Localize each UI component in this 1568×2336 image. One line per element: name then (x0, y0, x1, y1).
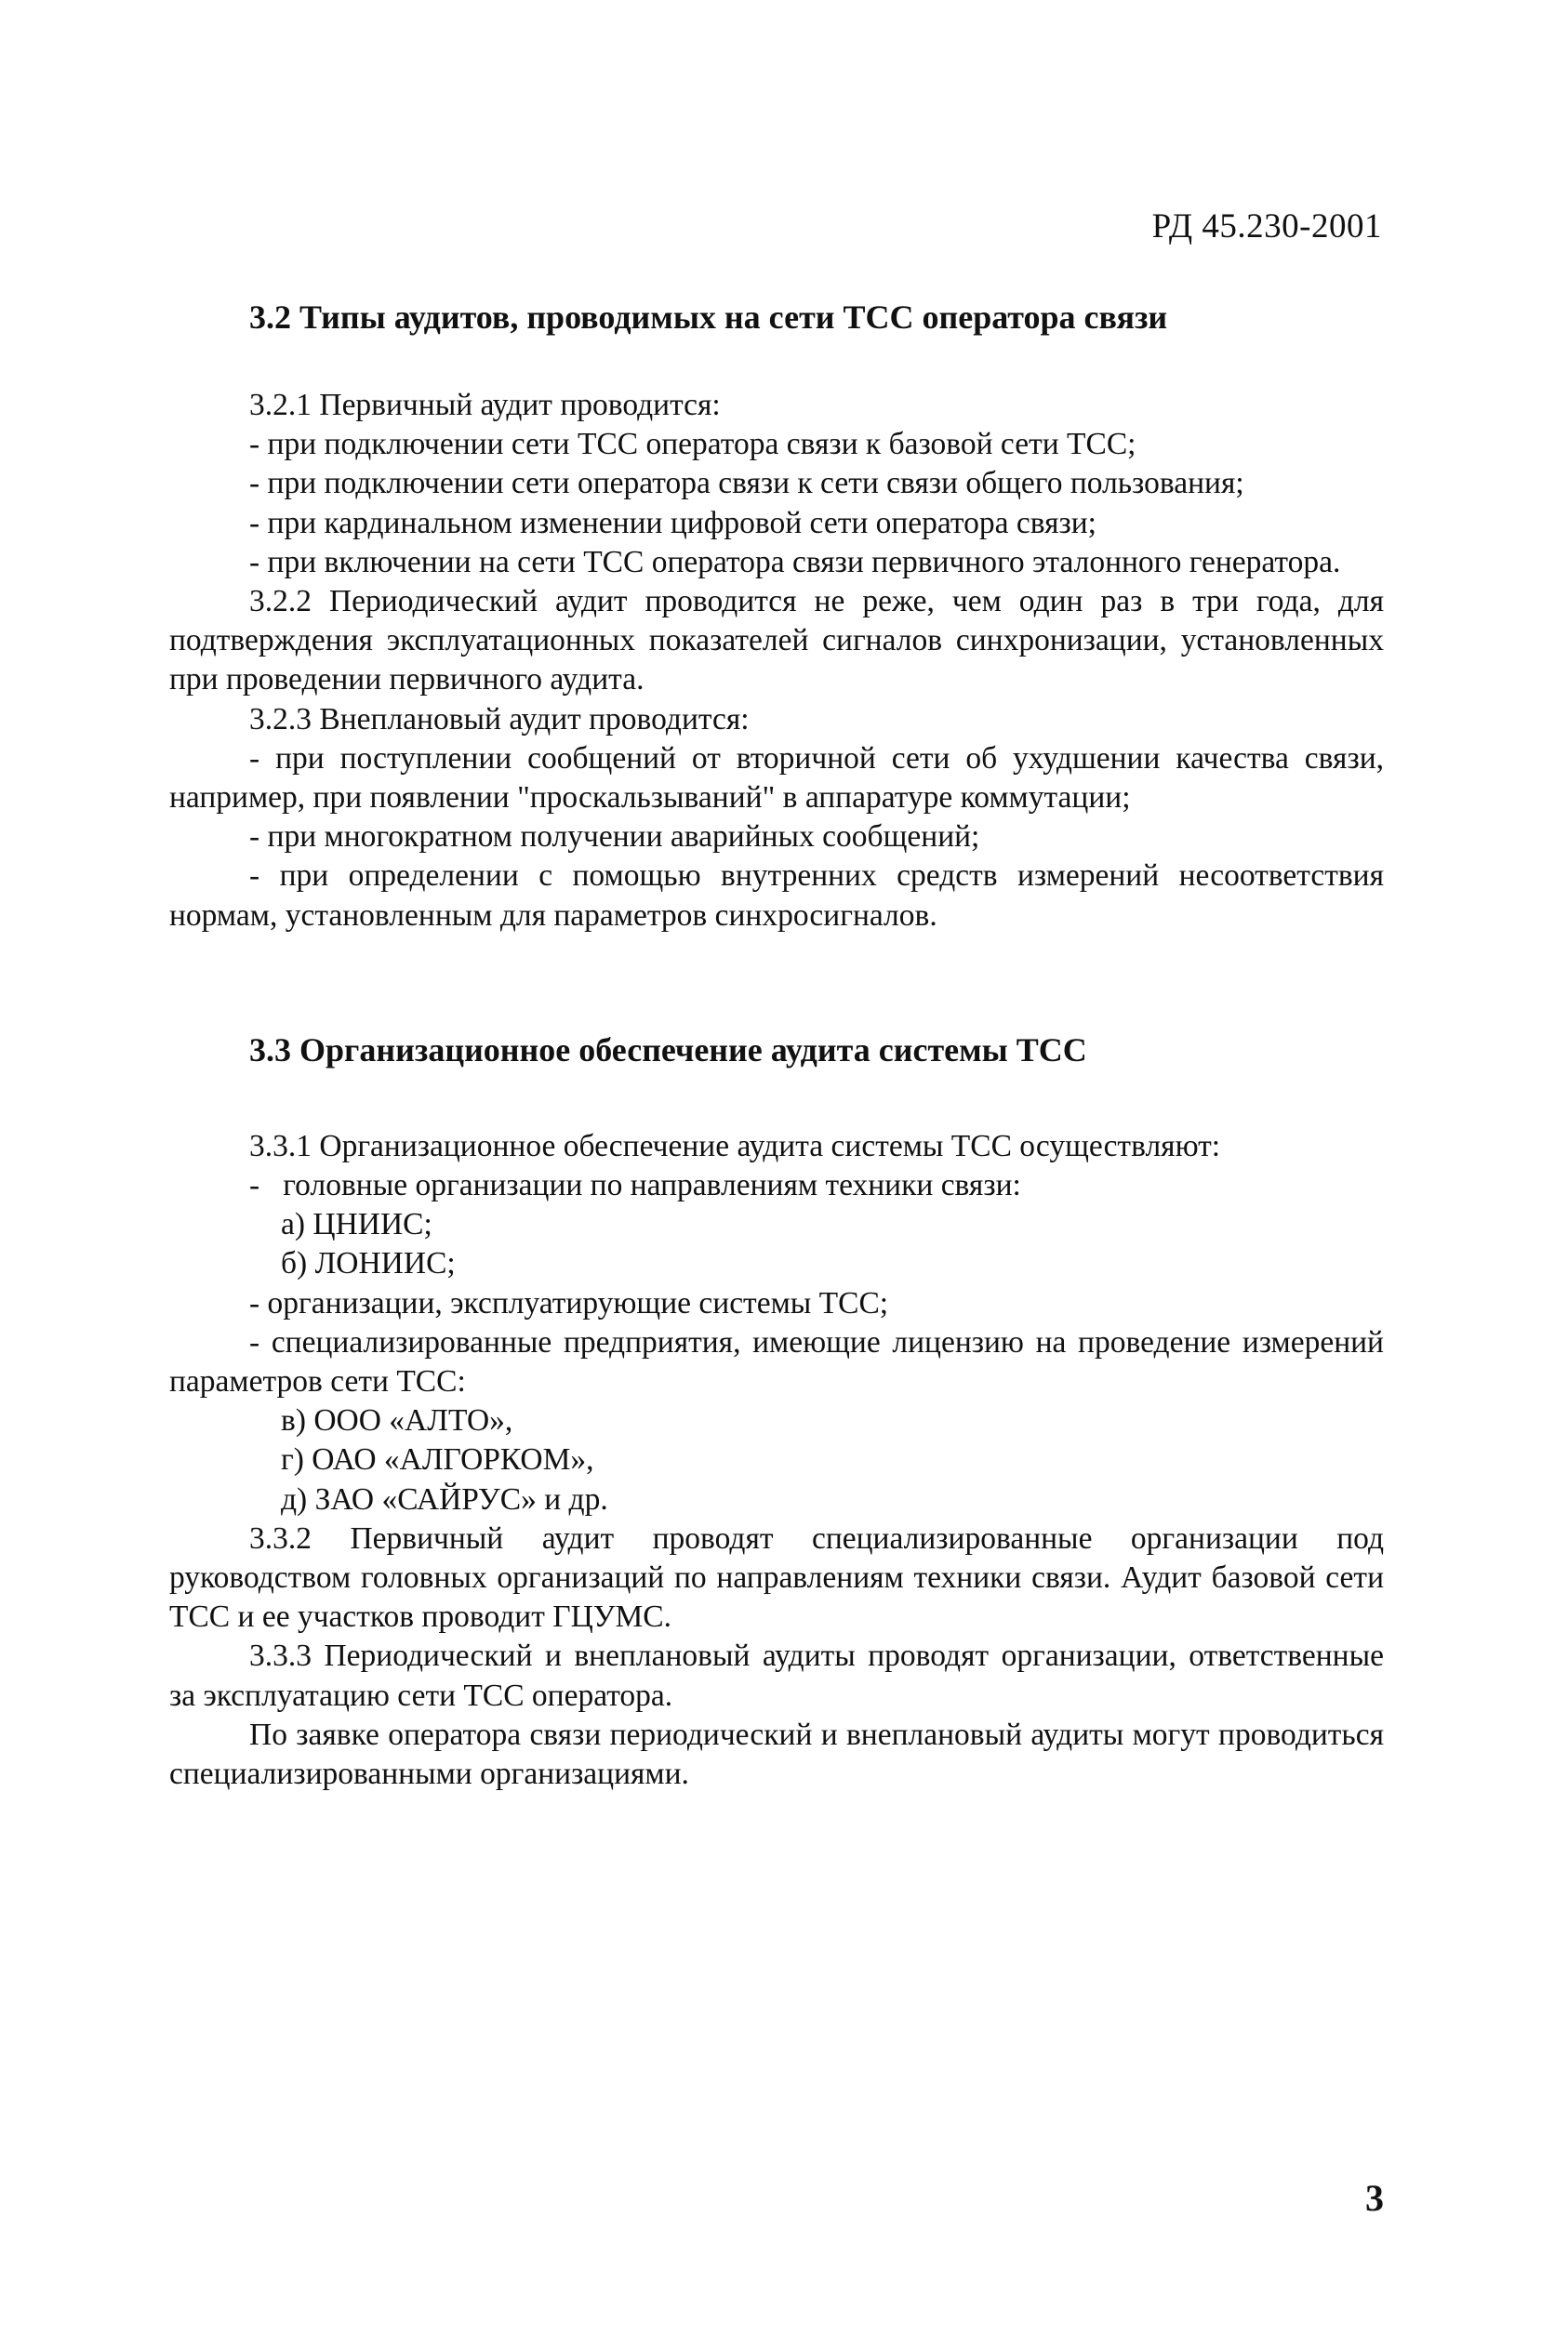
list-item: - специализированные предприятия, имеющие лицензию на проведение измерений параметров сети ТСС: (169, 1324, 1384, 1400)
sub-list-item: б) ЛОНИИС; (281, 1246, 456, 1281)
list-item: - при кардинальном изменении цифровой сети оператора связи; (249, 505, 1096, 540)
list-item: - при многократном получении аварийных сообщений; (249, 819, 980, 855)
list-item: - при подключении сети ТСС оператора связи к базовой сети ТСС; (249, 427, 1136, 462)
list-item: - при поступлении сообщений от вторичной сети об ухудшении качества связи, например, при появлении "проскальзываний" в аппаратуре коммутации; (169, 740, 1384, 816)
sub-list-item: г) ОАО «АЛГОРКОМ», (281, 1442, 594, 1478)
document-body (169, 298, 1384, 1794)
paragraph-3-2-3-intro: 3.2.3 Внеплановый аудит проводится: (249, 701, 750, 737)
paragraph-3-2-2: 3.2.2 Периодический аудит проводится не реже, чем один раз в три года, для подтверждения эксплуатационных показателей сигналов синхронизации, установленных при проведении первичного аудита. (169, 584, 1384, 697)
list-item: - при включении на сети ТСС оператора связи первичного эталонного генератора. (249, 544, 1341, 579)
section-title-3-3: 3.3 Организационное обеспечение аудита системы ТСС (249, 1030, 1087, 1068)
page-number: 3 (1365, 2177, 1384, 2219)
list-item: - при подключении сети оператора связи к сети связи общего пользования; (249, 466, 1244, 501)
sub-list-item: в) ООО «АЛТО», (281, 1403, 513, 1439)
sub-list-item: а) ЦНИИС; (281, 1207, 432, 1242)
section-title-3-2: 3.2 Типы аудитов, проводимых на сети ТСС оператора связи (249, 299, 1168, 336)
paragraph-3-3-2: 3.3.2 Первичный аудит проводят специализированные организации под руководством головных организаций по направлениям техники связи. Аудит базовой сети ТСС и ее участков проводит ГЦУМС. (169, 1520, 1384, 1635)
document-code: РД 45.230-2001 (1151, 207, 1382, 246)
sub-list-item: д) ЗАО «САЙРУС» и др. (281, 1481, 608, 1517)
list-item: - организации, эксплуатирующие системы ТСС; (249, 1285, 889, 1321)
paragraph-3-3-3: 3.3.3 Периодический и внеплановый аудиты проводят организации, ответственные за эксплуатацию сети ТСС оператора. (169, 1639, 1384, 1713)
paragraph-3-3-1-intro: 3.3.1 Организационное обеспечение аудита системы ТСС осуществляют: (249, 1128, 1221, 1163)
paragraph-3-2-1-intro: 3.2.1 Первичный аудит проводится: (249, 388, 721, 422)
list-item: - при определении с помощью внутренних средств измерений несоответствия нормам, установленным для параметров синхросигналов. (169, 858, 1384, 933)
paragraph-final: По заявке оператора связи периодический и внеплановый аудиты могут проводиться специализированными организациями. (169, 1717, 1384, 1792)
list-item: - головные организации по направлениям техники связи: (249, 1168, 1021, 1203)
